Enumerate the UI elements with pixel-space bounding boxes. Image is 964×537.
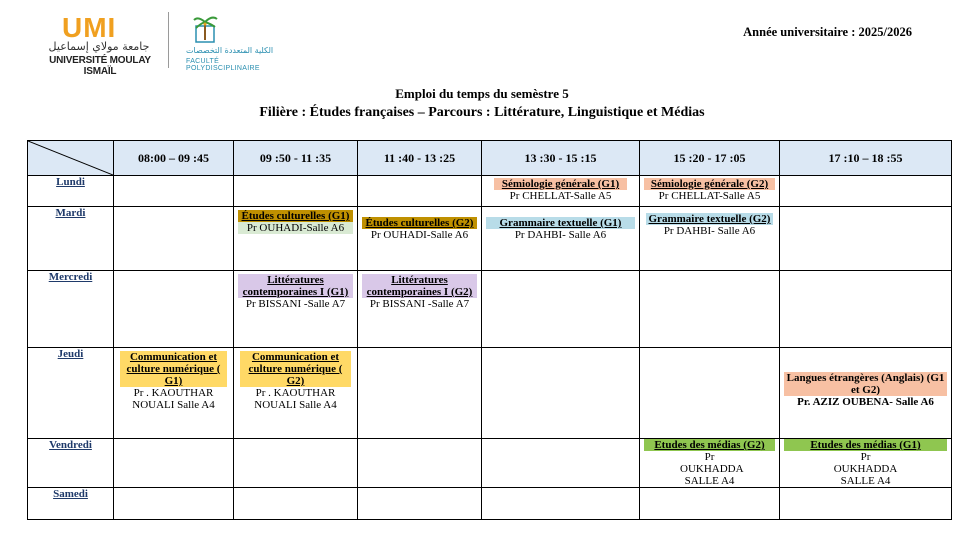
empty-cell [234, 488, 358, 520]
session-jeudi-1 [114, 348, 234, 439]
row-lundi [28, 176, 952, 207]
empty-cell [780, 488, 952, 520]
row-jeudi [28, 348, 952, 439]
empty-cell [780, 176, 952, 207]
row-mercredi [28, 271, 952, 348]
empty-cell [234, 176, 358, 207]
row-vendredi [28, 439, 952, 488]
course-title: Grammaire textuelle (G2) [646, 213, 773, 225]
university-name-arabic: جامعة مولاي إسماعيل [48, 40, 150, 53]
session-vendredi-5 [640, 439, 780, 488]
umi-logo [44, 10, 154, 77]
empty-cell [114, 271, 234, 348]
course-title: Etudes des médias (G1) [784, 439, 947, 451]
course-teacher-room: Pr OUKHADDA SALLE A4 [680, 451, 744, 487]
session-mardi-5 [640, 207, 780, 271]
slot-header-5: 15 :20 - 17 :05 [640, 141, 780, 176]
empty-cell [358, 348, 482, 439]
day-samedi: Samedi [28, 488, 114, 520]
course-teacher-room: Pr OUKHADDA SALLE A4 [833, 451, 898, 487]
course-title: Études culturelles (G2) [362, 217, 477, 229]
course-teacher-room: Pr . KAOUTHAR NOUALI Salle A4 [132, 387, 215, 411]
course-teacher-room: Pr CHELLAT-Salle A5 [509, 190, 612, 202]
course-teacher-room: Pr BISSANI -Salle A7 [245, 298, 346, 310]
slot-header-2: 09 :50 - 11 :35 [234, 141, 358, 176]
session-jeudi-2 [234, 348, 358, 439]
course-title: Etudes des médias (G2) [644, 439, 775, 451]
empty-cell [114, 439, 234, 488]
day-mardi: Mardi [28, 207, 114, 271]
row-samedi [28, 488, 952, 520]
empty-cell [780, 207, 952, 271]
session-mardi-2 [234, 207, 358, 271]
day-vendredi: Vendredi [28, 439, 114, 488]
course-title: Littératures contemporaines I (G1) [238, 274, 353, 298]
session-mardi-3 [358, 207, 482, 271]
empty-cell [640, 348, 780, 439]
university-name-french: UNIVERSITÉ MOULAY ISMAÏL [49, 55, 151, 77]
course-title: Sémiologie générale (G1) [494, 178, 627, 190]
slot-header-1: 08:00 – 09 :45 [114, 141, 234, 176]
faculty-logo [186, 12, 280, 70]
corner-cell [28, 141, 114, 176]
session-mercredi-2 [234, 271, 358, 348]
faculty-name-arabic: الكلية المتعددة التخصصات [186, 46, 274, 55]
umi-logo-mark: UMI [62, 12, 117, 43]
empty-cell [640, 271, 780, 348]
empty-cell [358, 488, 482, 520]
course-teacher-room: Pr DAHBI- Salle A6 [663, 225, 756, 237]
day-lundi: Lundi [28, 176, 114, 207]
timetable-header-row [28, 141, 952, 176]
empty-cell [358, 439, 482, 488]
session-mardi-4 [482, 207, 640, 271]
academic-year: Année universitaire : 2025/2026 [743, 25, 912, 39]
slot-header-4: 13 :30 - 15 :15 [482, 141, 640, 176]
timetable [27, 140, 952, 520]
empty-cell [640, 488, 780, 520]
empty-cell [358, 176, 482, 207]
diagonal-line [28, 141, 113, 175]
session-vendredi-6 [780, 439, 952, 488]
empty-cell [482, 488, 640, 520]
day-jeudi: Jeudi [28, 348, 114, 439]
session-mercredi-3 [358, 271, 482, 348]
course-title: Littératures contemporaines I (G2) [362, 274, 477, 298]
page-title: Emploi du temps du semèstre 5 [395, 86, 569, 101]
slot-header-6: 17 :10 – 18 :55 [780, 141, 952, 176]
palm-emblem-icon [192, 12, 220, 44]
course-teacher-room: Pr. AZIZ OUBENA- Salle A6 [797, 396, 934, 408]
session-lundi-4 [482, 176, 640, 207]
faculty-name-french: FACULTÉ POLYDISCIPLINAIRE [186, 58, 260, 72]
page-subtitle: Filière : Études françaises – Parcours : Littérature, Linguistique et Médias [259, 105, 705, 120]
course-teacher-room: Pr . KAOUTHAR NOUALI Salle A4 [254, 387, 337, 411]
session-lundi-5 [640, 176, 780, 207]
empty-cell [482, 348, 640, 439]
empty-cell [482, 271, 640, 348]
course-title: Langues étrangères (Anglais) (G1 et G2) [784, 372, 947, 396]
empty-cell [234, 439, 358, 488]
course-teacher-room: Pr CHELLAT-Salle A5 [658, 190, 761, 202]
course-title: Grammaire textuelle (G1) [486, 217, 635, 229]
course-teacher-room: Pr OUHADI-Salle A6 [238, 222, 353, 234]
slot-header-3: 11 :40 - 13 :25 [358, 141, 482, 176]
course-teacher-room: Pr OUHADI-Salle A6 [370, 229, 469, 241]
course-teacher-room: Pr DAHBI- Salle A6 [514, 229, 607, 241]
empty-cell [114, 176, 234, 207]
session-jeudi-6 [780, 348, 952, 439]
empty-cell [114, 207, 234, 271]
course-teacher-room: Pr BISSANI -Salle A7 [369, 298, 470, 310]
empty-cell [114, 488, 234, 520]
empty-cell [482, 439, 640, 488]
course-title: Communication et culture numérique ( G1) [120, 351, 227, 387]
course-title: Études culturelles (G1) [238, 210, 353, 222]
logo-divider [168, 12, 169, 68]
empty-cell [780, 271, 952, 348]
day-mercredi: Mercredi [28, 271, 114, 348]
row-mardi [28, 207, 952, 271]
course-title: Communication et culture numérique ( G2) [240, 351, 351, 387]
course-title: Sémiologie générale (G2) [644, 178, 775, 190]
